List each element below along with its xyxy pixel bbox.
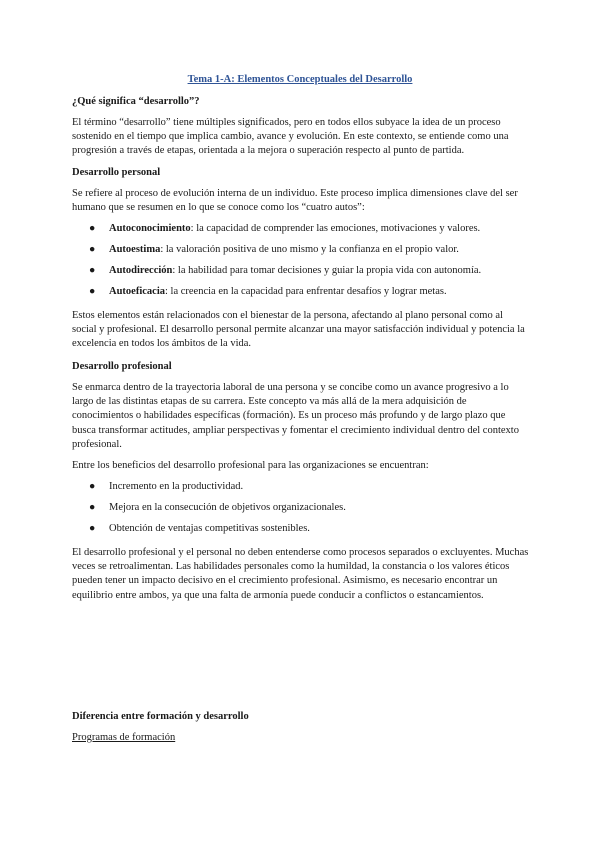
list-item-desc: : la habilidad para tomar decisiones y guiar la propia vida con autonomía.	[172, 265, 482, 276]
intro-text: El término “desarrollo” tiene múltiples significados, pero en todos ellos subyace la idea de un proceso sostenido en el tiempo que implica cambio, avance y evolución. En este contexto, se entiende como una progresión a través de etapas, orientada a la mejora o superación respecto al punto de partida.	[72, 117, 509, 157]
personal-heading	[72, 166, 530, 180]
bullet-icon: ●	[89, 223, 96, 234]
bullet-icon: ●	[89, 244, 96, 255]
profesional-heading	[72, 360, 530, 374]
closing-paragraph	[72, 546, 530, 603]
closing-text: El desarrollo profesional y el personal no deben entenderse como procesos separados o excluyentes. Muchas veces se retroalimentan. Las habilidades personales como la humildad, la constancia o los valores éticos pueden tener un impacto decisivo en el crecimiento profesional. Asimismo, es necesario encontrar un equilibrio entre ambos, ya que una falta de armonía puede conducir a conflictos o estancamientos.	[72, 547, 529, 601]
programas-heading	[72, 731, 530, 745]
page-title: Tema 1-A: Elementos Conceptuales del Desarrollo	[187, 74, 413, 85]
bullet-icon: ●	[89, 523, 96, 534]
personal-heading-text: Desarrollo personal	[72, 167, 161, 178]
profesional-paragraph	[72, 381, 530, 452]
bullet-icon: ●	[89, 481, 96, 492]
list-item-desc: : la valoración positiva de uno mismo y la confianza en el propio valor.	[160, 244, 459, 255]
list-item-term: Autoestima	[109, 244, 161, 255]
question-heading-text: ¿Qué significa “desarrollo”?	[72, 96, 200, 107]
bullet-icon: ●	[89, 502, 96, 513]
benefit-text: Mejora en la consecución de objetivos organizacionales.	[109, 502, 346, 513]
list-item-desc: : la creencia en la capacidad para enfrentar desafíos y lograr metas.	[164, 286, 447, 297]
list-item-term: Autodirección	[109, 265, 173, 276]
intro-paragraph	[72, 116, 530, 159]
list-item-term: Autoconocimiento	[109, 223, 191, 234]
bullet-icon: ●	[89, 286, 96, 297]
list-item	[72, 522, 530, 536]
profesional-heading-text: Desarrollo profesional	[72, 361, 172, 372]
question-heading	[72, 95, 530, 109]
list-item	[72, 222, 530, 236]
list-item	[72, 243, 530, 257]
list-item	[72, 501, 530, 515]
list-item-term: Autoeficacia	[109, 286, 165, 297]
bullet-icon: ●	[89, 265, 96, 276]
benefit-text: Incremento en la productividad.	[109, 481, 244, 492]
list-item	[72, 285, 530, 299]
personal-paragraph	[72, 187, 530, 215]
list-item-desc: : la capacidad de comprender las emociones, motivaciones y valores.	[190, 223, 481, 234]
list-item	[72, 264, 530, 278]
four-autos-list	[72, 222, 530, 299]
profesional-text: Se enmarca dentro de la trayectoria laboral de una persona y se concibe como un avance progresivo a lo largo de las distintas etapas de su carrera. Este concepto va más allá de la mera adquisición de conocimientos o habilidades específicas (formación). Es un proceso más profundo y de largo plazo que busca transformar actitudes, ampliar perspectivas y fomentar el crecimiento individual dentro del contexto profesional.	[72, 382, 519, 450]
benefit-text: Obtención de ventajas competitivas sostenibles.	[109, 523, 310, 534]
programas-heading-text: Programas de formación	[72, 732, 176, 743]
benefits-intro	[72, 459, 530, 473]
benefits-intro-text: Entre los beneficios del desarrollo profesional para las organizaciones se encuentran:	[72, 460, 429, 471]
list-item	[72, 480, 530, 494]
benefits-list	[72, 480, 530, 536]
personal-after-text: Estos elementos están relacionados con el bienestar de la persona, afectando al plano personal como al social y profesional. El desarrollo personal permite alcanzar una mayor satisfacción individual y potencia la excelencia en todos los ámbitos de la vida.	[72, 310, 525, 350]
diferencia-heading	[72, 710, 530, 724]
diferencia-heading-text: Diferencia entre formación y desarrollo	[72, 711, 249, 722]
personal-after-paragraph	[72, 309, 530, 352]
personal-text: Se refiere al proceso de evolución interna de un individuo. Este proceso implica dimensiones clave del ser humano que se resumen en lo que se conoce como los “cuatro autos”:	[72, 188, 518, 214]
